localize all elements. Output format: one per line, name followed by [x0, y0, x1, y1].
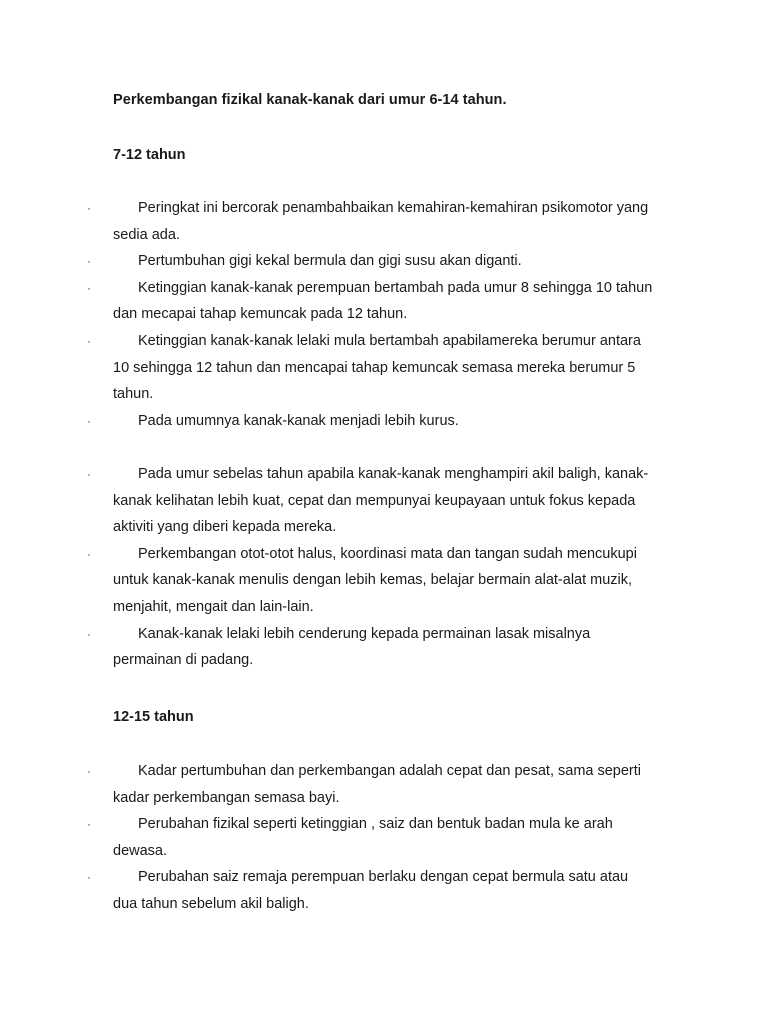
list-item — [0, 248, 653, 275]
bullet-marker: · — [87, 870, 91, 885]
bullet-marker: · — [87, 333, 91, 348]
list-item-text: Perubahan fizikal seperti ketinggian , saiz dan bentuk badan mula ke arah dewasa. — [113, 816, 613, 859]
list-item — [0, 195, 653, 248]
bullet-marker: · — [87, 817, 91, 832]
list-item — [0, 864, 653, 917]
list-item-text: Ketinggian kanak-kanak perempuan bertambah pada umur 8 sehingga 10 tahun dan mecapai tahap kemuncak pada 12 tahun. — [113, 279, 653, 323]
paragraph-gap — [0, 434, 768, 461]
list-item-text: Pada umumnya kanak-kanak menjadi lebih kurus. — [138, 412, 459, 429]
list-item-text: Ketinggian kanak-kanak lelaki mula bertambah apabilamereka berumur antara 10 sehingga 12 tahun dan mencapai tahap kemuncak semasa mereka berumur 5 tahun. — [113, 332, 641, 403]
list-item — [0, 541, 653, 621]
bullet-marker: · — [87, 546, 91, 561]
list-item — [0, 328, 653, 408]
bullet-marker: · — [87, 201, 91, 215]
list-item — [0, 275, 653, 328]
bullet-marker: · — [87, 254, 91, 269]
bullet-marker: · — [87, 413, 91, 428]
bullet-list-12-15 — [0, 758, 768, 918]
list-item-text: Kadar pertumbuhan dan perkembangan adalah cepat dan pesat, sama seperti kadar perkembangan semasa bayi. — [113, 763, 642, 806]
bullet-marker: · — [87, 626, 91, 641]
list-item — [0, 811, 653, 864]
list-item-text: Perkembangan otot-otot halus, koordinasi mata dan tangan sudah mencukupi untuk kanak-kanak menulis dengan lebih kemas, belajar bermain alat-alat muzik, menjahit, mengait dan lain-lain. — [113, 545, 637, 615]
list-item — [0, 408, 653, 435]
list-item-text: Pertumbuhan gigi kekal bermula dan gigi susu akan diganti. — [138, 253, 522, 270]
list-item — [0, 758, 653, 811]
section-heading-7-12: 7-12 tahun — [113, 147, 186, 163]
bullet-marker: · — [87, 466, 91, 481]
bullet-list-7-12 — [0, 195, 768, 674]
list-item-text: Kanak-kanak lelaki lebih cenderung kepada permainan lasak misalnya permainan di padang. — [113, 625, 591, 669]
list-item-text: Perubahan saiz remaja perempuan berlaku dengan cepat bermula satu atau dua tahun sebelum akil baligh. — [113, 869, 629, 912]
list-item — [0, 461, 653, 541]
document-title: Perkembangan fizikal kanak-kanak dari umur 6-14 tahun. — [113, 92, 507, 108]
bullet-marker: · — [87, 764, 91, 778]
list-item-text: Peringkat ini bercorak penambahbaikan kemahiran-kemahiran psikomotor yang sedia ada. — [113, 200, 649, 243]
list-item — [0, 621, 653, 674]
list-item-text: Pada umur sebelas tahun apabila kanak-kanak menghampiri akil baligh, kanak-kanak kelihatan lebih kuat, cepat dan mempunyai keupayaan untuk fokus kepada aktiviti yang diberi kepada mereka. — [113, 465, 649, 536]
section-heading-12-15: 12-15 tahun — [113, 709, 194, 725]
bullet-marker: · — [87, 280, 91, 295]
